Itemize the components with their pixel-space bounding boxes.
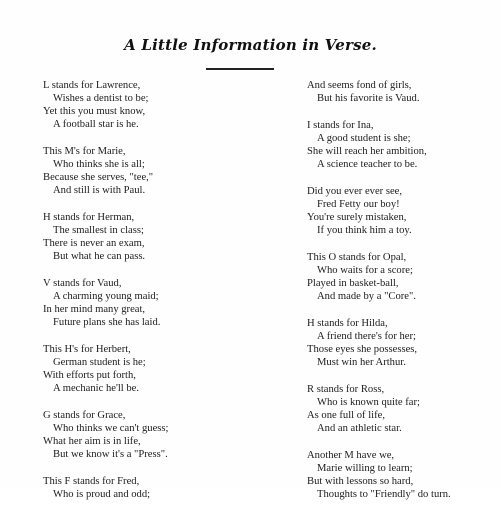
poem-line: Marie willing to learn; — [317, 463, 413, 474]
poem-line: Fred Fetty our boy! — [317, 199, 400, 210]
title-divider — [206, 68, 274, 70]
poem-line: Must win her Arthur. — [317, 357, 406, 368]
poem-line: But with lessons so hard, — [307, 476, 414, 487]
poem-stanza — [307, 383, 497, 435]
poem-stanza — [43, 79, 283, 131]
poem-line: If you think him a toy. — [317, 225, 412, 236]
poem-line: Thoughts to "Friendly" do turn. — [317, 489, 451, 500]
poem-line: In her mind many great, — [43, 304, 146, 315]
poem-line: A friend there's for her; — [317, 331, 416, 342]
poem-stanza — [307, 317, 497, 369]
poem-line: Who thinks she is all; — [53, 159, 145, 170]
poem-line: German student is he; — [53, 357, 146, 368]
poem-line: Who waits for a score; — [317, 265, 413, 276]
poem-line: G stands for Grace, — [43, 410, 126, 421]
poem-line: But what he can pass. — [53, 251, 146, 262]
poem-line: Played in basket-ball, — [307, 278, 399, 289]
poem-line: You're surely mistaken, — [307, 212, 407, 223]
poem-line: There is never an exam, — [43, 238, 145, 249]
poem-line: But his favorite is Vaud. — [317, 93, 420, 104]
poem-line: R stands for Ross, — [307, 384, 385, 395]
poem-line: A football star is he. — [53, 119, 139, 130]
poem-line: Who is known quite far; — [317, 397, 420, 408]
poem-line: This O stands for Opal, — [307, 252, 407, 263]
poem-line: But we know it's a "Press". — [53, 449, 168, 460]
page-title: A Little Information in Verse. — [124, 36, 377, 54]
poem-stanza — [307, 185, 497, 237]
poem-line: Wishes a dentist to be; — [53, 93, 149, 104]
poem-line: H stands for Hilda, — [307, 318, 388, 329]
poem-line: Yet this you must know, — [43, 106, 146, 117]
poem-line: What her aim is in life, — [43, 436, 141, 447]
poem-line: A science teacher to be. — [317, 159, 418, 170]
poem-line: This M's for Marie, — [43, 146, 126, 157]
poem-line: Those eyes she possesses, — [307, 344, 418, 355]
poem-line: H stands for Herman, — [43, 212, 135, 223]
poem-line: I stands for Ina, — [307, 120, 374, 131]
left-column — [43, 79, 283, 515]
poem-stanza — [307, 251, 497, 303]
right-column — [307, 79, 497, 515]
poem-stanza — [43, 475, 283, 501]
poem-stanza — [43, 277, 283, 329]
poem-line: And still is with Paul. — [53, 185, 146, 196]
poem-line: A good student is she; — [317, 133, 411, 144]
poem-stanza — [307, 449, 497, 501]
poem-line: And made by a "Core". — [317, 291, 416, 302]
poem-stanza — [43, 211, 283, 263]
poem-line: Another M have we, — [307, 450, 395, 461]
poem-stanza — [43, 145, 283, 197]
poem-line: Who thinks we can't guess; — [53, 423, 169, 434]
poem-line: The smallest in class; — [53, 225, 144, 236]
poem-line: This H's for Herbert, — [43, 344, 131, 355]
poem-stanza — [43, 343, 283, 395]
poem-stanza — [307, 79, 497, 105]
poem-line: Future plans she has laid. — [53, 317, 161, 328]
poem-line: With efforts put forth, — [43, 370, 136, 381]
poem-line: Who is proud and odd; — [53, 489, 151, 500]
poem-line: Because she serves, "tee," — [43, 172, 154, 183]
poem-stanza — [43, 409, 283, 461]
poem-line: A charming young maid; — [53, 291, 159, 302]
poem-line: And an athletic star. — [317, 423, 402, 434]
poem-line: She will reach her ambition, — [307, 146, 427, 157]
poem-line: A mechanic he'll be. — [53, 383, 140, 394]
poem-line: V stands for Vaud, — [43, 278, 122, 289]
poem-line: This F stands for Fred, — [43, 476, 140, 487]
poem-line: Did you ever ever see, — [307, 186, 403, 197]
poem-line: L stands for Lawrence, — [43, 80, 141, 91]
poem-line: As one full of life, — [307, 410, 385, 421]
poem-stanza — [307, 119, 497, 171]
poem-line: And seems fond of girls, — [307, 80, 412, 91]
